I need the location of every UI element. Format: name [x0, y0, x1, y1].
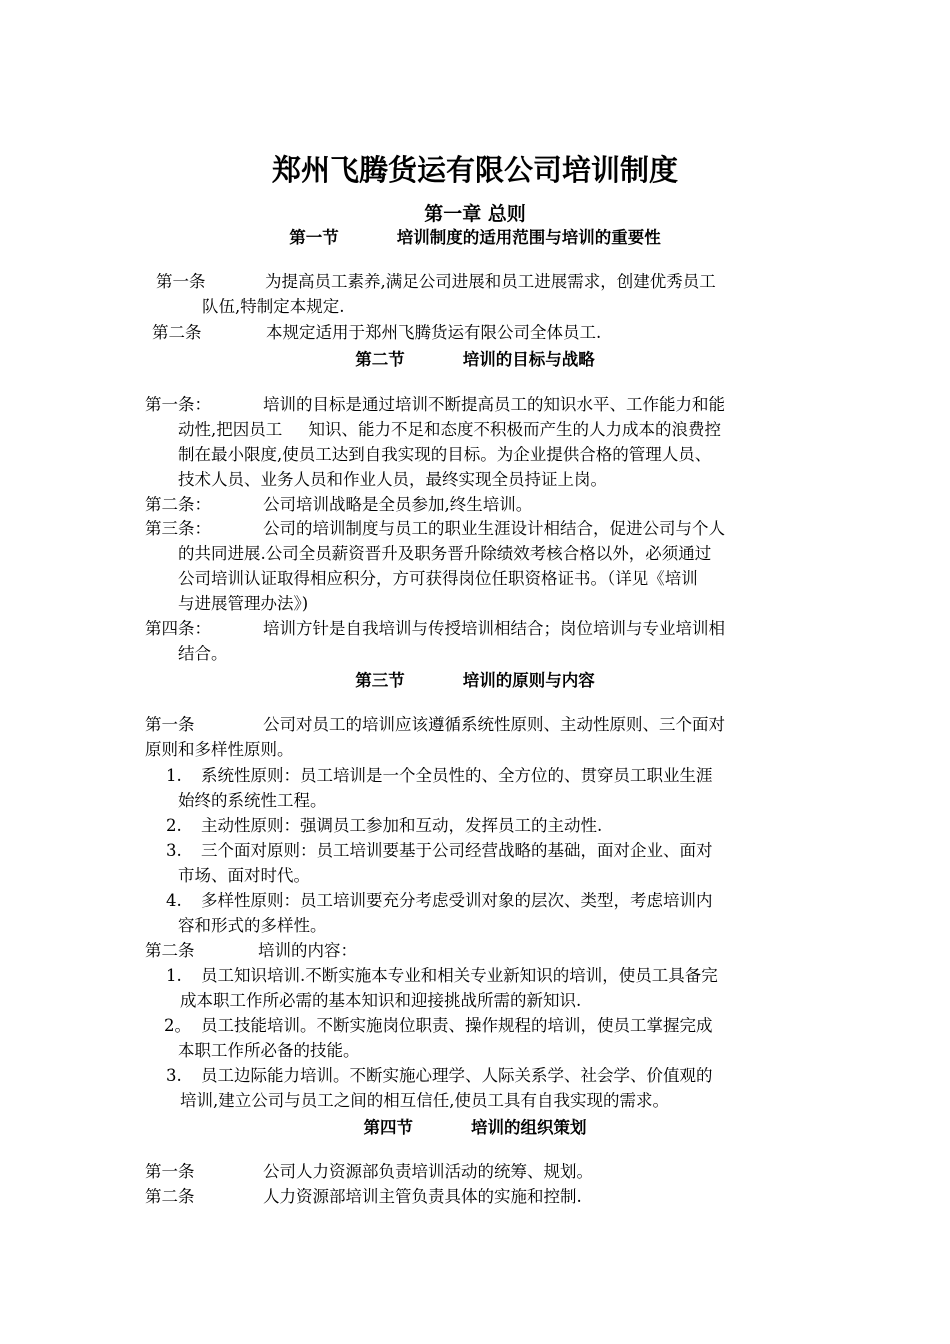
article-label: 第一条：	[145, 395, 211, 414]
article-label: 第二条	[145, 1187, 195, 1206]
article-text: 制在最小限度,使员工达到自我实现的目标。为企业提供合格的管理人员、	[178, 445, 712, 464]
section-number: 第四节	[363, 1118, 413, 1137]
list-item-text: 员工技能培训。不断实施岗位职责、操作规程的培训，使员工掌握完成	[201, 1016, 713, 1035]
article-label: 第二条	[152, 323, 202, 342]
list-item-text: 多样性原则：员工培训要充分考虑受训对象的层次、类型，考虑培训内	[201, 891, 713, 910]
list-item-text: 容和形式的多样性。	[178, 916, 327, 935]
section-name: 培训的组织策划	[471, 1118, 587, 1137]
article-label: 第二条	[145, 941, 195, 960]
list-number: 3.	[166, 1066, 182, 1085]
list-item-text: 市场、面对时代。	[178, 866, 310, 885]
list-number: 2。	[164, 1016, 191, 1035]
article-text: 的共同进展.公司全员薪资晋升及职务晋升除绩效考核合格以外，必须通过	[178, 544, 712, 563]
list-item-text: 培训,建立公司与员工之间的相互信任,使员工具有自我实现的需求。	[180, 1091, 669, 1110]
section-1-heading	[0, 224, 950, 248]
list-item-text: 三个面对原则：员工培训要基于公司经营战略的基础，面对企业、面对	[201, 841, 713, 860]
list-number: 2.	[166, 816, 182, 835]
article-text: 结合。	[178, 644, 228, 663]
article-text: 培训的内容：	[258, 941, 357, 960]
section-name: 培训制度的适用范围与培训的重要性	[396, 228, 661, 247]
list-item-text: 主动性原则：强调员工参加和互动，发挥员工的主动性.	[201, 816, 603, 835]
article-text: 培训的目标是通过培训不断提高员工的知识水平、工作能力和能	[263, 395, 725, 414]
list-number: 1.	[166, 966, 182, 985]
article-text: 动性,把因员工 知识、能力不足和态度不积极而产生的人力成本的浪费控	[178, 420, 721, 439]
article-text: 公司培训战略是全员参加,终生培训。	[263, 495, 533, 514]
article-text: 公司人力资源部负责培训活动的统筹、规划。	[263, 1162, 593, 1181]
article-label: 第四条：	[145, 619, 211, 638]
document-title: 郑州飞腾货运有限公司培训制度	[271, 153, 678, 187]
article-text: 人力资源部培训主管负责具体的实施和控制.	[263, 1187, 582, 1206]
section-number: 第一节	[289, 228, 339, 247]
article-text: 与进展管理办法》)	[178, 594, 309, 613]
section-name: 培训的目标与战略	[462, 350, 595, 369]
section-4-heading	[0, 1114, 950, 1138]
article-text: 公司对员工的培训应该遵循系统性原则、主动性原则、三个面对	[263, 715, 725, 734]
list-item-text: 系统性原则：员工培训是一个全员性的、全方位的、贯穿员工职业生涯	[201, 766, 713, 785]
article-label: 第一条	[145, 1162, 195, 1181]
section-3-heading	[0, 667, 950, 691]
list-number: 4.	[166, 891, 182, 910]
chapter-heading: 第一章 总则	[424, 203, 526, 225]
article-text: 培训方针是自我培训与传授培训相结合；岗位培训与专业培训相	[263, 619, 725, 638]
list-item-text: 本职工作所必备的技能。	[178, 1041, 360, 1060]
list-number: 3.	[166, 841, 182, 860]
section-2-heading	[0, 346, 950, 370]
list-item-text: 始终的系统性工程。	[178, 791, 327, 810]
section-name: 培训的原则与内容	[462, 671, 595, 690]
article-label: 第一条	[156, 272, 206, 291]
article-label: 第三条：	[145, 519, 211, 538]
article-text: 原则和多样性原则。	[145, 740, 294, 759]
article-text: 为提高员工素养,满足公司进展和员工进展需求，创建优秀员工	[265, 272, 716, 291]
article-text: 队伍,特制定本规定.	[202, 297, 345, 316]
list-number: 1.	[166, 766, 182, 785]
article-text: 技术人员、业务人员和作业人员，最终实现全员持证上岗。	[178, 470, 607, 489]
article-text: 本规定适用于郑州飞腾货运有限公司全体员工.	[266, 323, 602, 342]
section-number: 第二节	[355, 350, 405, 369]
list-item-text: 员工知识培训.不断实施本专业和相关专业新知识的培训，使员工具备完	[201, 966, 718, 985]
article-label: 第一条	[145, 715, 195, 734]
article-text: 公司培训认证取得相应积分，方可获得岗位任职资格证书。（详见《培训	[178, 569, 698, 588]
section-number: 第三节	[355, 671, 405, 690]
list-item-text: 成本职工作所必需的基本知识和迎接挑战所需的新知识.	[180, 991, 582, 1010]
article-label: 第二条：	[145, 495, 211, 514]
article-text: 公司的培训制度与员工的职业生涯设计相结合，促进公司与个人	[263, 519, 725, 538]
list-item-text: 员工边际能力培训。不断实施心理学、人际关系学、社会学、价值观的	[201, 1066, 713, 1085]
